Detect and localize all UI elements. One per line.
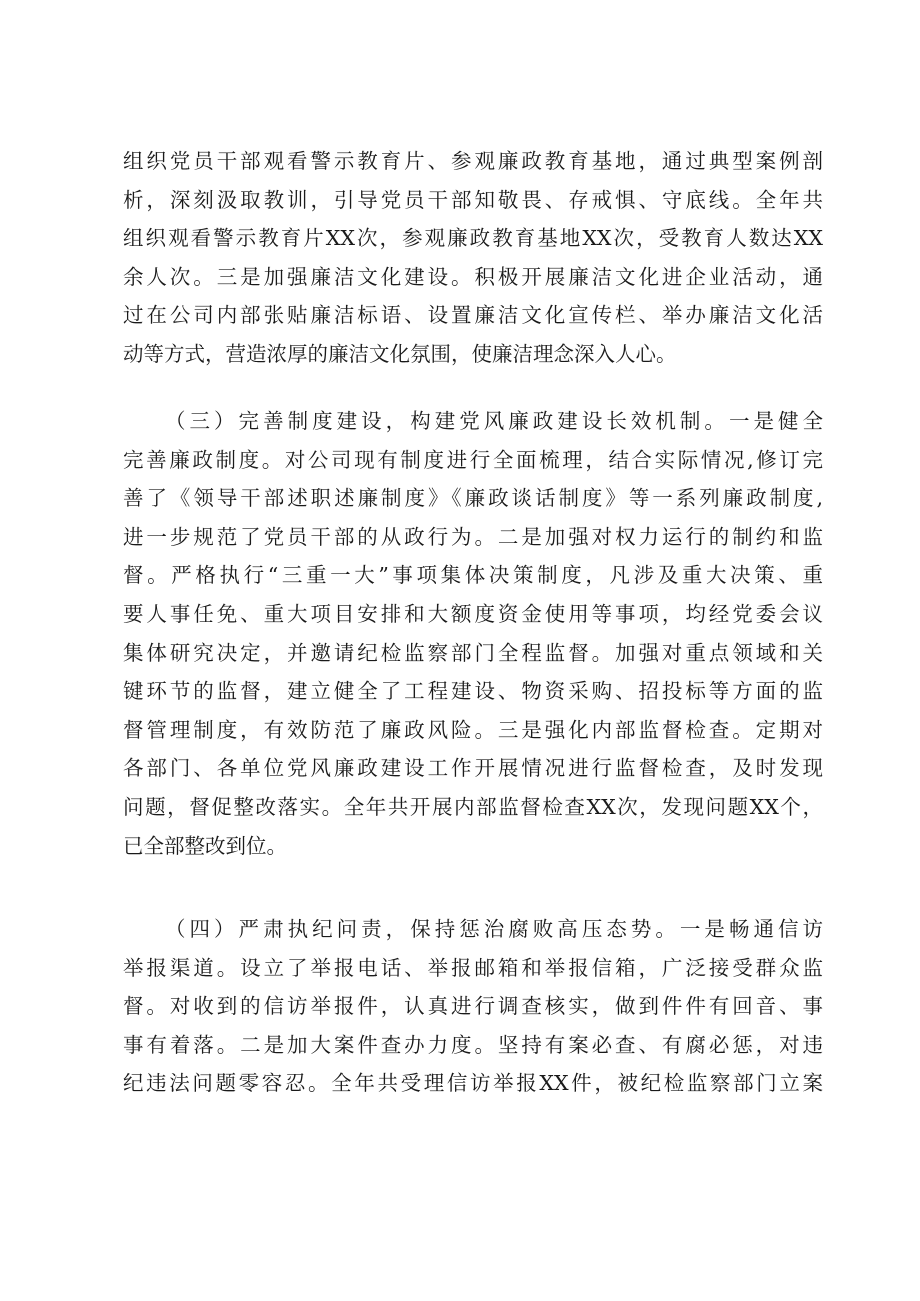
text-line: 键环节的监督，建立健全了工程建设、物资采购、招投标等方面的监 (123, 679, 823, 704)
text-line: 过在公司内部张贴廉洁标语、设置廉洁文化宣传栏、举办廉洁文化活 (123, 303, 823, 328)
paragraph-section-4 (123, 910, 823, 1103)
section-heading-line: （三）完善制度建设，构建党风廉政建设长效机制。一是健全 (165, 409, 823, 433)
text-line: 析，深刻汲取教训，引导党员干部知敬畏、存戒惧、守底线。全年共 (123, 187, 823, 212)
text-line: 组织观看警示教育片XX次，参观廉政教育基地XX次，受教育人数达XX (123, 226, 823, 251)
text-line: 进一步规范了党员干部的从政行为。二是加强对权力运行的制约和监 (123, 524, 823, 549)
text-line: 举报渠道。设立了举报电话、举报邮箱和举报信箱，广泛接受群众监 (123, 955, 823, 980)
text-line: 各部门、各单位党风廉政建设工作开展情况进行监督检查，及时发现 (123, 756, 823, 781)
text-line: 善了《领导干部述职述廉制度》《廉政谈话制度》等一系列廉政制度, (123, 486, 823, 511)
text-line: 已全部整改到位。 (123, 833, 287, 858)
text-line: 要人事任免、重大项目安排和大额度资金使用等事项，均经党委会议 (123, 601, 823, 626)
text-line: 督。严格执行“三重一大”事项集体决策制度，凡涉及重大决策、重 (123, 563, 823, 588)
text-line: 督管理制度，有效防范了廉政风险。三是强化内部监督检查。定期对 (123, 717, 823, 742)
text-line: 问题，督促整改落实。全年共开展内部监督检查XX次，发现问题XX个， (123, 794, 823, 819)
text-line: 集体研究决定，并邀请纪检监察部门全程监督。加强对重点领域和关 (123, 640, 823, 665)
text-line: 完善廉政制度。对公司现有制度进行全面梳理，结合实际情况,修订完 (123, 447, 823, 472)
text-line: 余人次。三是加强廉洁文化建设。积极开展廉洁文化进企业活动，通 (123, 264, 823, 289)
text-line: 纪违法问题零容忍。全年共受理信访举报XX件，被纪检监察部门立案 (123, 1071, 823, 1096)
paragraph-section-3 (123, 402, 823, 865)
section-heading-line: （四）严肃执纪问责，保持惩治腐败高压态势。一是畅通信访 (165, 917, 823, 941)
text-line: 动等方式，营造浓厚的廉洁文化氛围，使廉洁理念深入人心。 (123, 341, 677, 366)
text-line: 组织党员干部观看警示教育片、参观廉政教育基地，通过典型案例剖 (123, 149, 823, 173)
paragraph-continuation (123, 142, 823, 374)
text-line: 事有着落。二是加大案件查办力度。坚持有案必查、有腐必惩，对违 (123, 1032, 823, 1057)
text-line: 督。对收到的信访举报件，认真进行调查核实，做到件件有回音、事 (123, 994, 823, 1019)
